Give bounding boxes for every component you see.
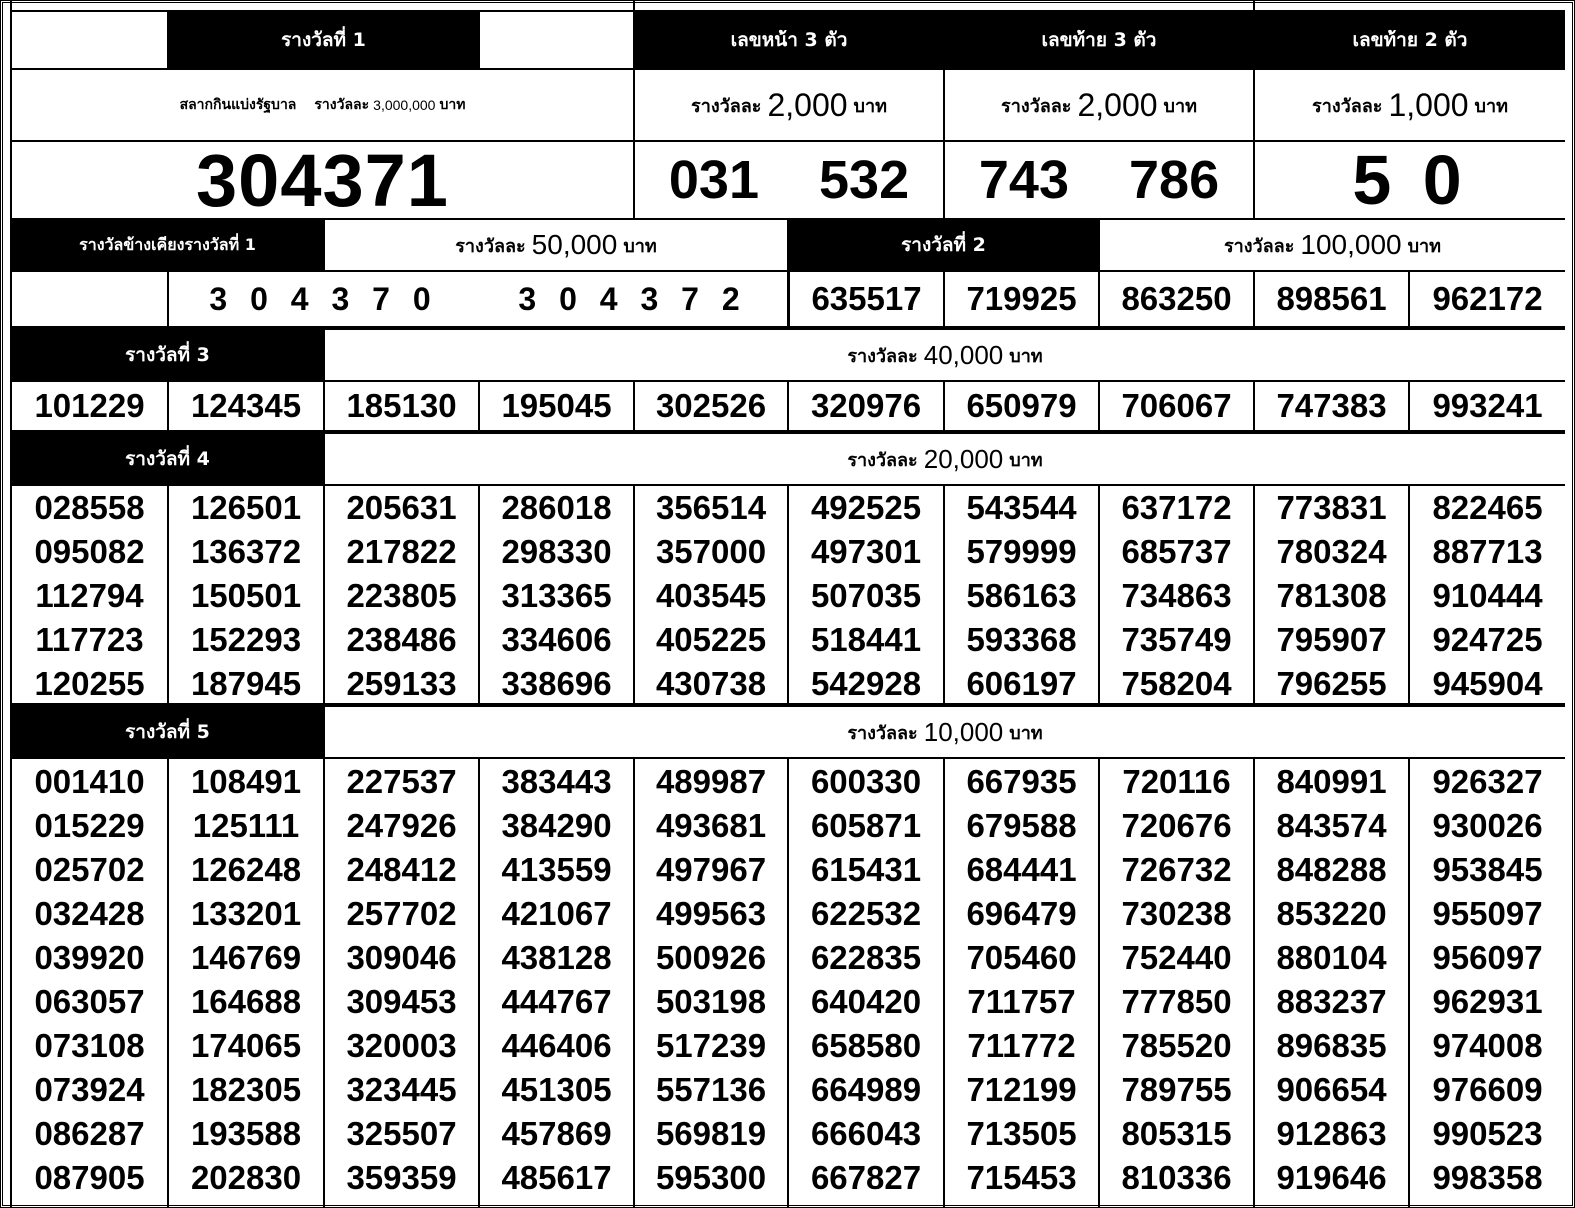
last3-amount-cell — [943, 68, 1253, 140]
third-prize-number: 993241 — [1432, 387, 1543, 424]
third-prize-number-cell — [633, 380, 787, 430]
first-prize-number-cell — [10, 140, 633, 218]
last3-number: 743 — [978, 150, 1069, 210]
fifth-prize-number: 622532 — [810, 895, 922, 932]
near-first-unit: บาท — [623, 235, 657, 257]
fifth-prize-number: 384290 — [501, 807, 612, 844]
fifth-prize-number: 713505 — [966, 1115, 1077, 1152]
fifth-prize-number: 730238 — [1121, 895, 1232, 932]
fifth-prize-number: 930026 — [1432, 807, 1543, 844]
fifth-prize-number: 883237 — [1276, 983, 1387, 1020]
fourth-prize-number: 136372 — [190, 533, 302, 570]
fifth-prize-number: 164688 — [190, 983, 302, 1020]
fifth-prize-number: 712199 — [966, 1071, 1077, 1108]
fourth-prize-number: 334606 — [501, 621, 612, 658]
first-prize-per-label: รางวัลละ — [314, 97, 370, 113]
fourth-prize-number: 095082 — [34, 533, 145, 570]
third-prize-number: 747383 — [1276, 387, 1387, 424]
third-prize-unit: บาท — [1009, 345, 1043, 367]
fifth-prize-number: 962931 — [1432, 983, 1543, 1020]
fifth-prize-number: 880104 — [1276, 939, 1387, 976]
first-prize-amount: 3,000,000 — [373, 97, 436, 113]
front3-number: 031 — [668, 150, 759, 210]
last2-per-label: รางวัลละ — [1312, 95, 1383, 117]
top-blank-cell — [633, 0, 1253, 10]
fifth-prize-number: 493681 — [655, 807, 767, 844]
fourth-prize-number: 150501 — [190, 577, 302, 614]
fifth-prize-column — [943, 757, 1098, 1208]
fourth-prize-column — [10, 484, 167, 703]
fifth-prize-header — [10, 703, 323, 757]
last3-numbers-cell — [943, 140, 1253, 218]
fifth-prize-number: 848288 — [1276, 851, 1387, 888]
third-prize-amount-cell — [323, 326, 1565, 380]
second-prize-per-label: รางวัลละ — [1223, 235, 1295, 257]
second-prize-number: 635517 — [811, 280, 922, 317]
front3-header — [633, 10, 943, 68]
fourth-prize-amount-cell — [323, 430, 1565, 484]
third-prize-number: 302526 — [655, 387, 767, 424]
second-prize-number-cell — [1253, 270, 1408, 326]
fifth-prize-number: 125111 — [192, 807, 300, 844]
fourth-prize-column — [1408, 484, 1565, 703]
last2-header-label: เลขท้าย 2 ตัว — [1352, 29, 1468, 51]
fifth-prize-number: 126248 — [190, 851, 302, 888]
third-prize-number: 124345 — [190, 387, 302, 424]
fifth-prize-number: 557136 — [655, 1071, 767, 1108]
fourth-prize-number: 593368 — [966, 621, 1077, 658]
fifth-prize-number: 684441 — [966, 851, 1077, 888]
third-prize-number: 195045 — [501, 387, 612, 424]
fourth-prize-number: 910444 — [1432, 577, 1543, 614]
fifth-prize-number: 906654 — [1276, 1071, 1387, 1108]
second-prize-label: รางวัลที่ 2 — [901, 234, 986, 256]
fifth-prize-number: 955097 — [1432, 895, 1543, 932]
third-prize-number-cell — [167, 380, 323, 430]
fourth-prize-number: 259133 — [346, 665, 457, 702]
fifth-prize-number: 451305 — [501, 1071, 612, 1108]
fifth-prize-number: 777850 — [1121, 983, 1232, 1020]
fourth-prize-number: 507035 — [810, 577, 922, 614]
fifth-prize-number: 789755 — [1121, 1071, 1232, 1108]
fourth-prize-number: 606197 — [966, 665, 1077, 702]
fourth-prize-number: 238486 — [346, 621, 457, 658]
near-first-amount-cell — [323, 218, 787, 270]
header-blank-left — [10, 10, 167, 68]
fifth-prize-number: 843574 — [1276, 807, 1387, 844]
fifth-prize-column — [1098, 757, 1253, 1208]
fifth-prize-column — [323, 757, 478, 1208]
third-prize-amount: 40,000 — [923, 339, 1004, 370]
fifth-prize-number: 600330 — [810, 763, 922, 800]
fifth-prize-number: 457869 — [501, 1115, 612, 1152]
fourth-prize-number: 126501 — [190, 489, 302, 526]
near-first-header — [10, 218, 323, 270]
fifth-prize-number: 840991 — [1276, 763, 1387, 800]
last3-unit: บาท — [1163, 95, 1197, 117]
fourth-prize-number: 286018 — [501, 489, 612, 526]
fourth-prize-column — [633, 484, 787, 703]
fourth-prize-number: 356514 — [655, 489, 767, 526]
second-prize-unit: บาท — [1407, 235, 1442, 257]
front3-header-label: เลขหน้า 3 ตัว — [730, 29, 848, 51]
fourth-prize-number: 685737 — [1121, 533, 1232, 570]
second-prize-amount-cell — [1098, 218, 1565, 270]
fifth-prize-number: 086287 — [34, 1115, 145, 1152]
fifth-prize-number: 896835 — [1276, 1027, 1387, 1064]
fifth-prize-number: 001410 — [34, 763, 145, 800]
fifth-prize-number: 752440 — [1121, 939, 1232, 976]
front3-numbers-cell — [633, 140, 943, 218]
fourth-prize-column — [478, 484, 633, 703]
fifth-prize-number: 810336 — [1121, 1159, 1232, 1196]
fifth-prize-number: 667827 — [810, 1159, 922, 1196]
fourth-prize-number: 112794 — [35, 577, 144, 614]
second-prize-number: 863250 — [1121, 280, 1232, 317]
fifth-prize-number: 990523 — [1432, 1115, 1543, 1152]
fifth-prize-number: 622835 — [810, 939, 922, 976]
fifth-prize-number: 912863 — [1276, 1115, 1387, 1152]
second-prize-amount: 100,000 — [1300, 229, 1402, 260]
fourth-prize-number: 120255 — [34, 665, 145, 702]
near-first-number: 3 0 4 3 7 0 — [209, 280, 438, 317]
fifth-prize-number: 956097 — [1432, 939, 1543, 976]
fifth-prize-number: 720116 — [1122, 763, 1231, 800]
fourth-prize-number: 796255 — [1276, 665, 1387, 702]
fifth-prize-label: รางวัลที่ 5 — [125, 721, 210, 743]
near-first-per-label: รางวัลละ — [455, 235, 526, 257]
fifth-prize-number: 666043 — [810, 1115, 922, 1152]
fourth-prize-number: 543544 — [966, 489, 1077, 526]
second-prize-header — [787, 218, 1098, 270]
fourth-prize-number: 781308 — [1276, 577, 1387, 614]
fourth-prize-number: 205631 — [346, 489, 457, 526]
fourth-prize-header — [10, 430, 323, 484]
fourth-prize-number: 542928 — [810, 665, 922, 702]
fifth-prize-number: 108491 — [190, 763, 302, 800]
near-first-number: 3 0 4 3 7 2 — [518, 280, 747, 317]
fourth-prize-number: 497301 — [810, 533, 922, 570]
first-prize-amount-cell — [10, 68, 633, 140]
first-prize-header — [167, 10, 478, 68]
second-prize-number-cell — [787, 270, 943, 326]
fifth-prize-number: 658580 — [810, 1027, 922, 1064]
last2-number: 5 0 — [1352, 141, 1468, 218]
near-first-amount: 50,000 — [531, 229, 618, 260]
third-prize-number-cell — [787, 380, 943, 430]
fifth-prize-number: 146769 — [190, 939, 302, 976]
fifth-prize-number: 444767 — [501, 983, 612, 1020]
near-first-label: รางวัลข้างเคียงรางวัลที่ 1 — [79, 234, 256, 254]
fourth-prize-number: 518441 — [810, 621, 922, 658]
fourth-prize-number: 734863 — [1121, 577, 1232, 614]
fifth-prize-number: 438128 — [501, 939, 612, 976]
second-prize-number-cell — [1098, 270, 1253, 326]
front3-amount: 2,000 — [767, 86, 848, 123]
second-prize-number-cell — [1408, 270, 1565, 326]
first-prize-header-label: รางวัลที่ 1 — [281, 29, 366, 51]
fifth-prize-number: 711757 — [967, 983, 1076, 1020]
fifth-prize-number: 705460 — [966, 939, 1077, 976]
front3-amount-cell — [633, 68, 943, 140]
last3-per-label: รางวัลละ — [1001, 95, 1072, 117]
fifth-prize-column — [787, 757, 943, 1208]
fifth-prize-unit: บาท — [1009, 722, 1043, 744]
fifth-prize-number: 359359 — [346, 1159, 457, 1196]
fourth-prize-number: 217822 — [346, 533, 457, 570]
third-prize-number-cell — [1098, 380, 1253, 430]
third-prize-number: 706067 — [1121, 387, 1232, 424]
last2-amount: 1,000 — [1388, 86, 1469, 123]
fourth-prize-number: 780324 — [1276, 533, 1387, 570]
front3-per-label: รางวัลละ — [691, 95, 762, 117]
fifth-prize-number: 569819 — [655, 1115, 767, 1152]
fifth-prize-number: 039920 — [34, 939, 145, 976]
fourth-prize-number: 405225 — [655, 621, 767, 658]
last2-amount-cell — [1253, 68, 1565, 140]
fifth-prize-number: 421067 — [501, 895, 612, 932]
fifth-prize-number: 711772 — [967, 1027, 1076, 1064]
fifth-prize-column — [633, 757, 787, 1208]
fifth-prize-number: 805315 — [1121, 1115, 1232, 1152]
fourth-prize-number: 338696 — [501, 665, 612, 702]
fifth-prize-number: 182305 — [190, 1071, 302, 1108]
fifth-prize-number: 667935 — [966, 763, 1077, 800]
fourth-prize-number: 298330 — [501, 533, 612, 570]
top-blank-cell — [1253, 0, 1565, 10]
fourth-prize-number: 028558 — [34, 489, 145, 526]
fifth-prize-number: 133201 — [190, 895, 302, 932]
third-prize-number: 101229 — [34, 387, 145, 424]
fourth-prize-number: 945904 — [1432, 665, 1543, 702]
third-prize-number-cell — [943, 380, 1098, 430]
fifth-prize-number: 320003 — [346, 1027, 457, 1064]
fourth-prize-number: 223805 — [346, 577, 457, 614]
last3-amount: 2,000 — [1077, 86, 1158, 123]
third-prize-number-cell — [323, 380, 478, 430]
fifth-prize-number: 309046 — [346, 939, 457, 976]
fourth-prize-number: 887713 — [1432, 533, 1543, 570]
third-prize-number-cell — [1253, 380, 1408, 430]
fifth-prize-number: 015229 — [34, 807, 145, 844]
fifth-prize-number: 073108 — [34, 1027, 145, 1064]
fifth-prize-number: 503198 — [655, 983, 767, 1020]
last3-header — [943, 10, 1253, 68]
fifth-prize-number: 485617 — [501, 1159, 612, 1196]
fifth-prize-number: 257702 — [346, 895, 457, 932]
fourth-prize-column — [1098, 484, 1253, 703]
fifth-prize-number: 202830 — [190, 1159, 302, 1196]
last2-unit: บาท — [1474, 95, 1508, 117]
fourth-prize-number: 430738 — [655, 665, 767, 702]
fifth-prize-number: 919646 — [1276, 1159, 1387, 1196]
front3-number: 532 — [819, 150, 910, 210]
fourth-prize-number: 313365 — [501, 577, 612, 614]
header-blank-right — [478, 10, 633, 68]
third-prize-number-cell — [478, 380, 633, 430]
fourth-prize-number: 637172 — [1121, 489, 1232, 526]
fifth-prize-number: 497967 — [655, 851, 767, 888]
front3-unit: บาท — [853, 95, 887, 117]
fifth-prize-number: 926327 — [1432, 763, 1543, 800]
last3-number: 786 — [1129, 150, 1220, 210]
fifth-prize-number: 323445 — [346, 1071, 457, 1108]
first-prize-unit: บาท — [439, 97, 466, 113]
third-prize-per-label: รางวัลละ — [847, 345, 918, 367]
fourth-prize-column — [323, 484, 478, 703]
fourth-prize-amount: 20,000 — [923, 443, 1004, 474]
fifth-prize-number: 247926 — [346, 807, 457, 844]
fifth-prize-number: 073924 — [34, 1071, 145, 1108]
fifth-prize-number: 715453 — [966, 1159, 1077, 1196]
fourth-prize-number: 492525 — [810, 489, 922, 526]
fifth-prize-column — [167, 757, 323, 1208]
near-first-numbers-cell — [167, 270, 787, 326]
fifth-prize-column — [10, 757, 167, 1208]
fourth-prize-per-label: รางวัลละ — [847, 449, 918, 471]
last3-header-label: เลขท้าย 3 ตัว — [1041, 29, 1157, 51]
fourth-prize-number: 357000 — [655, 533, 767, 570]
fifth-prize-number: 785520 — [1121, 1027, 1232, 1064]
fifth-prize-number: 032428 — [34, 895, 145, 932]
third-prize-number: 650979 — [966, 387, 1077, 424]
fifth-prize-number: 193588 — [190, 1115, 302, 1152]
fourth-prize-number: 773831 — [1276, 489, 1387, 526]
fifth-prize-number: 087905 — [34, 1159, 145, 1196]
third-prize-number-cell — [10, 380, 167, 430]
third-prize-number: 185130 — [346, 387, 457, 424]
fifth-prize-number: 615431 — [810, 851, 922, 888]
fourth-prize-column — [943, 484, 1098, 703]
fifth-prize-number: 953845 — [1432, 851, 1543, 888]
third-prize-number-cell — [1408, 380, 1565, 430]
third-prize-header — [10, 326, 323, 380]
fourth-prize-number: 403545 — [655, 577, 767, 614]
third-prize-number: 320976 — [810, 387, 922, 424]
fourth-prize-number: 924725 — [1432, 621, 1543, 658]
fifth-prize-number: 853220 — [1276, 895, 1387, 932]
fifth-prize-number: 720676 — [1121, 807, 1232, 844]
fourth-prize-number: 795907 — [1276, 621, 1387, 658]
fifth-prize-number: 227537 — [346, 763, 457, 800]
fifth-prize-number: 248412 — [346, 851, 457, 888]
fifth-prize-number: 976609 — [1432, 1071, 1543, 1108]
fifth-prize-number: 174065 — [190, 1027, 302, 1064]
fifth-prize-number: 679588 — [966, 807, 1077, 844]
fourth-prize-number: 586163 — [966, 577, 1077, 614]
third-prize-label: รางวัลที่ 3 — [125, 344, 210, 366]
fifth-prize-amount-cell — [323, 703, 1565, 757]
second-prize-number-cell — [943, 270, 1098, 326]
fifth-prize-number: 974008 — [1432, 1027, 1543, 1064]
fifth-prize-number: 413559 — [501, 851, 612, 888]
second-prize-number: 719925 — [966, 280, 1077, 317]
fifth-prize-number: 383443 — [501, 763, 612, 800]
second-prize-number: 962172 — [1432, 280, 1543, 317]
fifth-prize-number: 595300 — [655, 1159, 767, 1196]
near-first-blank-cell — [10, 270, 167, 326]
fourth-prize-number: 735749 — [1121, 621, 1232, 658]
fifth-prize-number: 998358 — [1432, 1159, 1543, 1196]
fifth-prize-number: 063057 — [34, 983, 145, 1020]
fifth-prize-number: 500926 — [655, 939, 767, 976]
last2-header — [1253, 10, 1565, 68]
second-prize-number: 898561 — [1276, 280, 1387, 317]
first-prize-number: 304371 — [196, 140, 449, 218]
fifth-prize-column — [478, 757, 633, 1208]
fourth-prize-column — [167, 484, 323, 703]
fourth-prize-number: 117723 — [35, 621, 144, 658]
fourth-prize-number: 758204 — [1121, 665, 1232, 702]
last2-number-cell — [1253, 140, 1565, 218]
fifth-prize-column — [1253, 757, 1408, 1208]
fifth-prize-number: 499563 — [655, 895, 767, 932]
first-prize-desc: สลากกินแบ่งรัฐบาล — [179, 97, 297, 113]
top-blank-cell — [10, 0, 633, 10]
fifth-prize-number: 025702 — [34, 851, 145, 888]
fifth-prize-per-label: รางวัลละ — [847, 722, 918, 744]
fifth-prize-number: 446406 — [501, 1027, 612, 1064]
fourth-prize-column — [1253, 484, 1408, 703]
fifth-prize-number: 605871 — [810, 807, 922, 844]
fourth-prize-number: 822465 — [1432, 489, 1543, 526]
fifth-prize-number: 309453 — [346, 983, 457, 1020]
fifth-prize-number: 696479 — [966, 895, 1077, 932]
fifth-prize-number: 489987 — [655, 763, 767, 800]
fifth-prize-column — [1408, 757, 1565, 1208]
fifth-prize-number: 726732 — [1121, 851, 1232, 888]
fourth-prize-column — [787, 484, 943, 703]
fifth-prize-number: 325507 — [346, 1115, 457, 1152]
fifth-prize-number: 640420 — [810, 983, 922, 1020]
fourth-prize-number: 152293 — [190, 621, 302, 658]
fifth-prize-number: 664989 — [810, 1071, 922, 1108]
fifth-prize-amount: 10,000 — [923, 716, 1004, 747]
fourth-prize-number: 579999 — [966, 533, 1077, 570]
fourth-prize-number: 187945 — [190, 665, 302, 702]
fifth-prize-number: 517239 — [655, 1027, 767, 1064]
fourth-prize-label: รางวัลที่ 4 — [125, 448, 210, 470]
fourth-prize-unit: บาท — [1009, 449, 1043, 471]
